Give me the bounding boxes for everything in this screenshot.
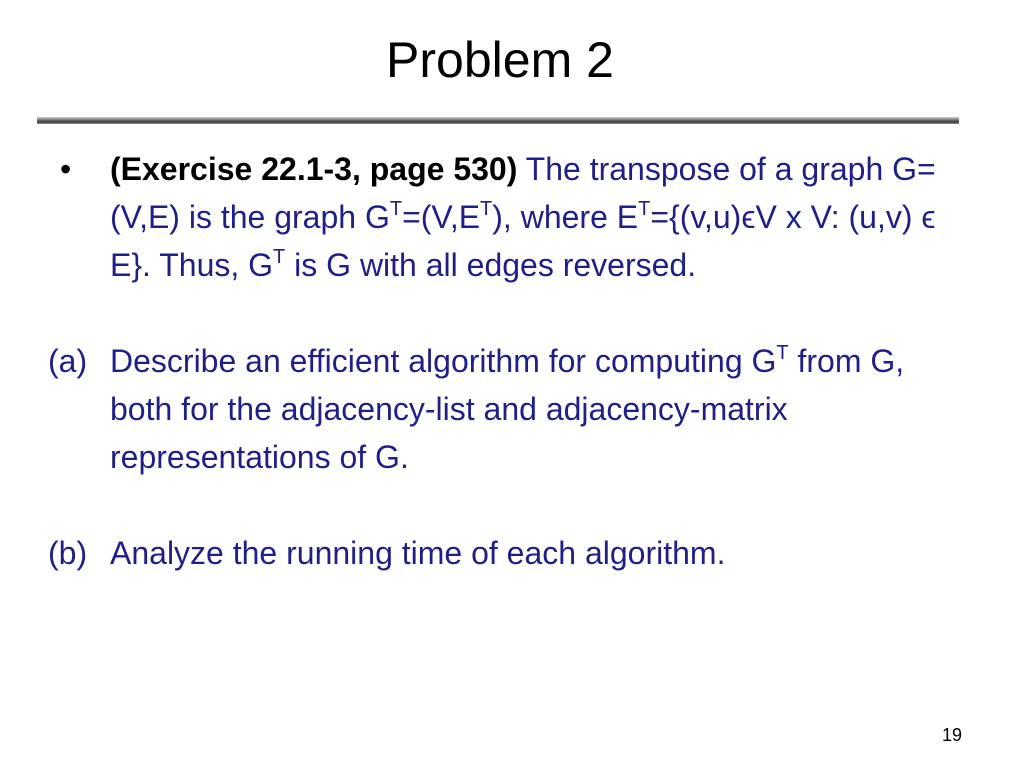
page-number: 19 (941, 725, 962, 745)
definition-text-4: ={(v,u)ϵV x V: (u,v) ϵ E}. Thus, G (110, 199, 936, 283)
exercise-reference: (Exercise 22.1-3, page 530) (110, 151, 518, 187)
question-part-b (48, 529, 953, 577)
bullet-symbol: • (60, 151, 72, 187)
part-a-text-1: Describe an efficient algorithm for computing G (110, 343, 777, 379)
title-divider (37, 117, 959, 124)
part-a-marker: (a) (48, 343, 88, 379)
definition-text-2: =(V,E (402, 199, 481, 235)
superscript-t: T (776, 342, 789, 364)
superscript-t: T (638, 198, 651, 220)
question-part-a (48, 337, 953, 481)
part-a-text-2: from G, both for the adjacency-list and adjacency-matrix representations of G. (110, 343, 905, 475)
bullet-item-exercise (48, 145, 953, 289)
superscript-t: T (480, 198, 493, 220)
slide-content (48, 145, 953, 577)
superscript-t: T (273, 246, 286, 268)
superscript-t: T (389, 198, 403, 220)
definition-text-5: is G with all edges reversed. (285, 247, 697, 283)
definition-text-1: The transpose of a graph G=(V,E) is the graph G (110, 151, 936, 235)
slide-title: Problem 2 (386, 32, 614, 88)
part-b-text: Analyze the running time of each algorithm. (110, 535, 726, 571)
part-b-marker: (b) (48, 535, 88, 571)
definition-text-3: ), where E (492, 199, 639, 235)
